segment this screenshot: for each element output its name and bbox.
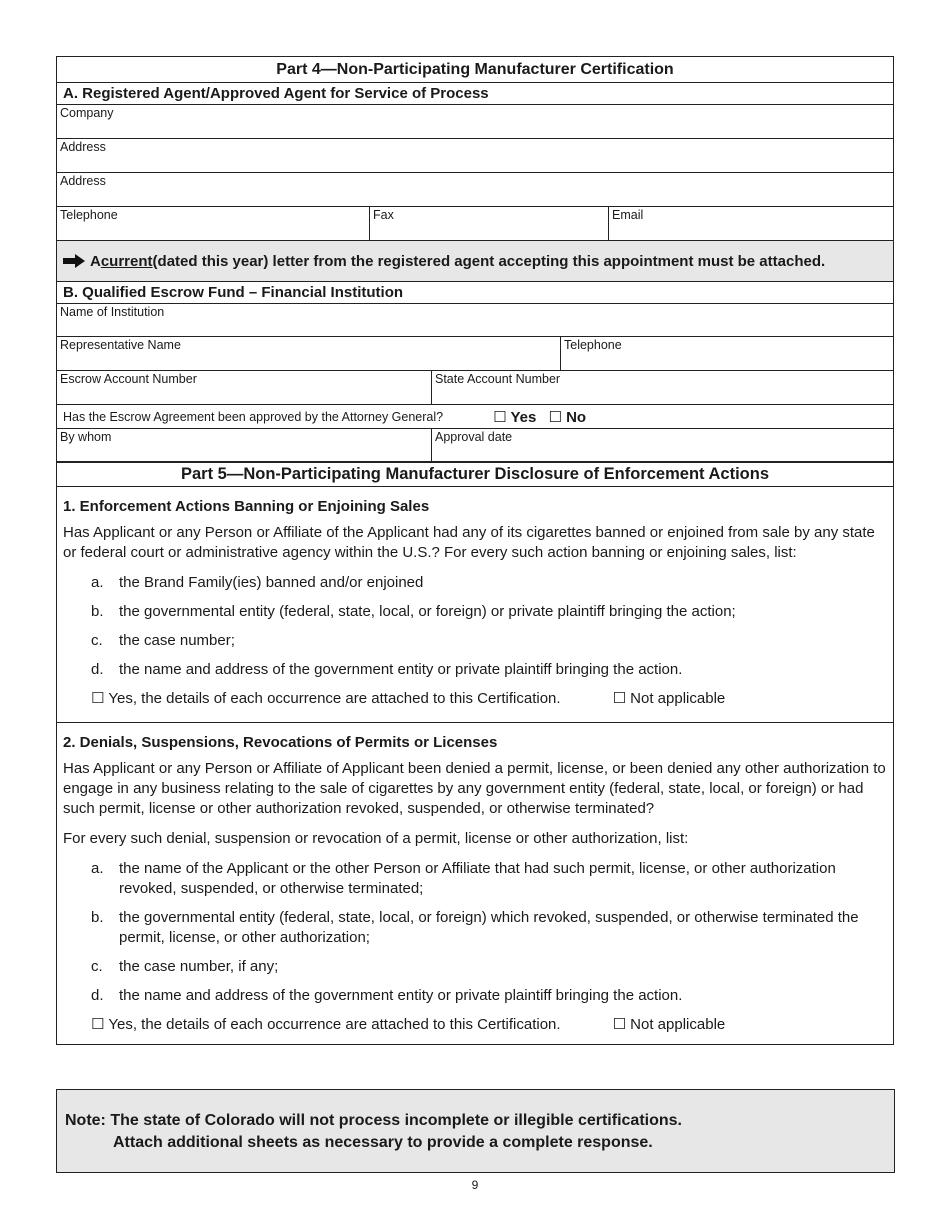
approval-date-field[interactable] <box>431 429 893 461</box>
denials-instruction: For every such denial, suspension or revocation of a permit, license or other authorization, list: <box>63 830 689 847</box>
list-text: the governmental entity (federal, state, local, or foreign) which revoked, suspended, or otherwise terminated the permit, license, or other authorization; <box>119 909 859 946</box>
agent-email-label: Email <box>612 208 644 222</box>
approved-no-checkbox[interactable]: ☐ No <box>548 408 587 426</box>
representative-row <box>57 337 893 371</box>
list-text: the name and address of the government entity or private plaintiff bringing the action. <box>119 661 683 678</box>
state-account-label: State Account Number <box>435 372 561 386</box>
enforcement-na-checkbox[interactable]: ☐ Not applicable <box>612 690 726 707</box>
escrow-approval-question <box>57 405 893 429</box>
approved-yes-checkbox[interactable]: ☐ Yes <box>493 408 537 426</box>
certification-form <box>56 56 894 1045</box>
completion-note <box>56 1089 895 1173</box>
agent-telephone-field[interactable] <box>57 207 369 240</box>
list-item <box>91 631 887 651</box>
agent-telephone-label: Telephone <box>60 208 118 222</box>
escrow-account-label: Escrow Account Number <box>60 372 197 386</box>
state-account-field[interactable] <box>431 371 893 404</box>
representative-name-field[interactable] <box>57 337 560 370</box>
list-letter: a. <box>91 860 104 877</box>
list-text: the case number, if any; <box>119 958 279 975</box>
denials-na-checkbox[interactable]: ☐ Not applicable <box>612 1016 726 1033</box>
institution-label: Name of Institution <box>60 305 165 319</box>
list-text: the case number; <box>119 632 235 649</box>
list-letter: b. <box>91 909 104 926</box>
list-text: the Brand Family(ies) banned and/or enjoined <box>119 574 424 591</box>
arrow-right-icon <box>63 254 85 268</box>
list-item <box>91 986 887 1006</box>
enforcement-options <box>91 689 887 709</box>
list-letter: d. <box>91 661 104 678</box>
agent-fax-label: Fax <box>373 208 394 222</box>
approval-row <box>57 429 893 462</box>
list-letter: d. <box>91 987 104 1004</box>
address2-field[interactable] <box>57 173 893 207</box>
enforcement-section <box>57 487 893 723</box>
agent-fax-field[interactable] <box>369 207 608 240</box>
notice-pre: A <box>90 252 101 270</box>
section-a-heading: A. Registered Agent/Approved Agent for Service of Process <box>57 83 893 105</box>
institution-telephone-label: Telephone <box>564 338 622 352</box>
list-item <box>91 957 887 977</box>
list-letter: b. <box>91 603 104 620</box>
section-b-heading: B. Qualified Escrow Fund – Financial Institution <box>57 282 893 304</box>
escrow-account-field[interactable] <box>57 371 431 404</box>
list-item <box>91 908 887 948</box>
denials-yes-checkbox[interactable]: ☐ Yes, the details of each occurrence are attached to this Certification. <box>91 1016 561 1033</box>
denials-question: Has Applicant or any Person or Affiliate of Applicant been denied a permit, license, or been denied any other authorization to engage in any business relating to the sale of cigarettes by any government entity (federal, state, local, or foreign) or had such permit, license or other authorization revoked, suspended, or otherwise terminated? <box>63 760 886 817</box>
by-whom-label: By whom <box>60 430 112 444</box>
list-letter: c. <box>91 632 103 649</box>
by-whom-field[interactable] <box>57 429 431 461</box>
list-item <box>91 573 887 593</box>
address1-label: Address <box>60 140 106 154</box>
notice-underlined: current <box>100 252 153 270</box>
part5-title: Part 5—Non-Participating Manufacturer Disclosure of Enforcement Actions <box>57 462 893 487</box>
denials-options <box>91 1015 887 1035</box>
contact-row <box>57 207 893 241</box>
enforcement-yes-checkbox[interactable]: ☐ Yes, the details of each occurrence are attached to this Certification. <box>91 690 561 707</box>
address2-label: Address <box>60 174 106 188</box>
address1-field[interactable] <box>57 139 893 173</box>
list-text: the name of the Applicant or the other Person or Affiliate that had such permit, license, or other authorization revoked, suspended, or otherwise terminated; <box>119 860 836 897</box>
institution-telephone-field[interactable] <box>560 337 893 370</box>
list-item <box>91 859 887 899</box>
institution-field[interactable] <box>57 304 893 337</box>
list-letter: a. <box>91 574 104 591</box>
list-item <box>91 660 887 680</box>
company-label: Company <box>60 106 114 120</box>
denials-heading: 2. Denials, Suspensions, Revocations of Permits or Licenses <box>63 734 498 751</box>
representative-name-label: Representative Name <box>60 338 181 352</box>
enforcement-heading: 1. Enforcement Actions Banning or Enjoining Sales <box>63 498 430 515</box>
account-row <box>57 371 893 405</box>
note-line-1: Note: The state of Colorado will not process incomplete or illegible certifications. <box>65 1112 682 1129</box>
notice-post: (dated this year) letter from the registered agent accepting this appointment must be attached. <box>152 252 826 270</box>
list-letter: c. <box>91 958 103 975</box>
list-item <box>91 602 887 622</box>
enforcement-question: Has Applicant or any Person or Affiliate of the Applicant had any of its cigarettes banned or enjoined from sale by any state or federal court or administrative agency within the U.S.? For every such action banning or enjoining sales, list: <box>63 524 875 561</box>
approval-date-label: Approval date <box>435 430 513 444</box>
part4-title: Part 4—Non-Participating Manufacturer Certification <box>57 57 893 83</box>
list-text: the governmental entity (federal, state, local, or foreign) or private plaintiff bringing the action; <box>119 603 736 620</box>
page-number: 9 <box>471 1178 479 1192</box>
list-text: the name and address of the government entity or private plaintiff bringing the action. <box>119 987 683 1004</box>
note-line-2: Attach additional sheets as necessary to provide a complete response. <box>113 1134 653 1151</box>
escrow-question-text: Has the Escrow Agreement been approved by the Attorney General? <box>63 409 444 424</box>
company-field[interactable] <box>57 105 893 139</box>
denials-section <box>57 723 893 1044</box>
agent-email-field[interactable] <box>608 207 893 240</box>
attachment-notice <box>57 241 893 282</box>
